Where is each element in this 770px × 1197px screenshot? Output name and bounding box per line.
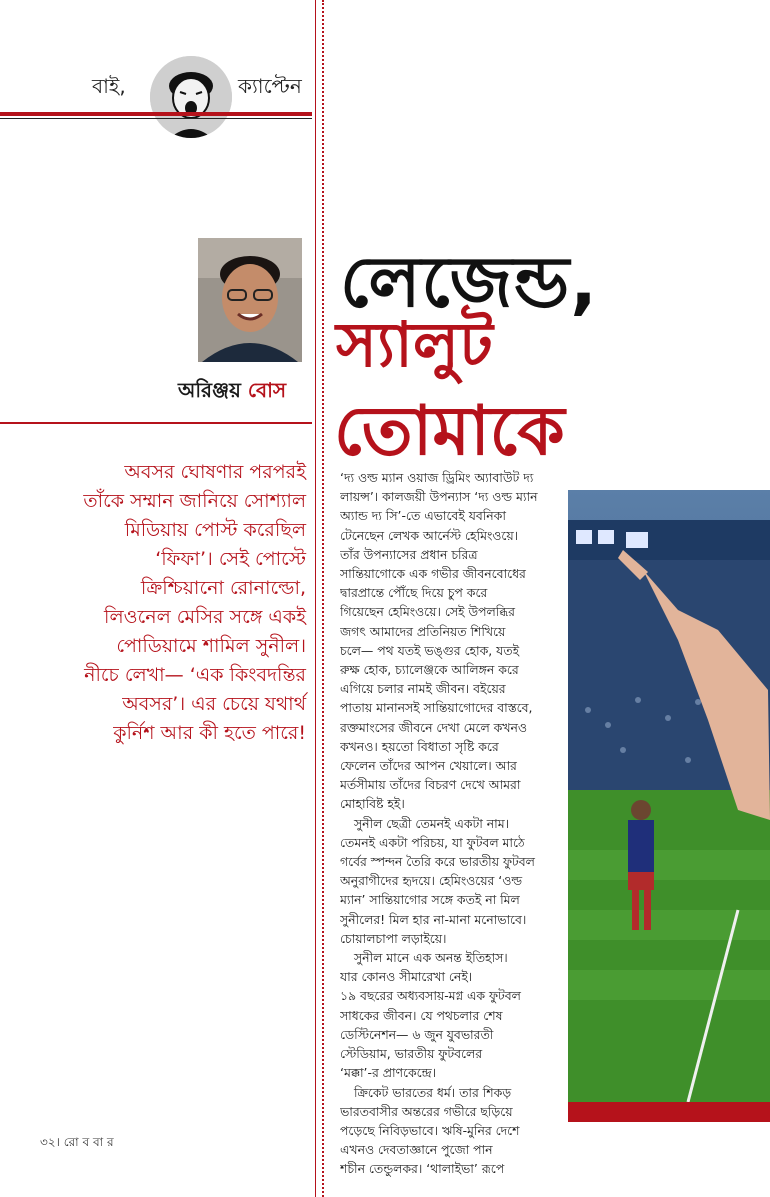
headline-line-3: তোমাকে [334,392,565,471]
body-line: সুনীলের! মিল হার না-মানা মনোভাবে। [340,911,527,927]
pull-quote-line: ক্রিশ্চিয়ানো রোনাল্ডো, [140,577,306,599]
body-line: এখনও দেবতাজ্ঞানে পুজো পান [340,1142,493,1158]
body-line: ১৯ বছরের অধ্যবসায়-মগ্ন এক ফুটবল [340,988,521,1004]
article-body [340,468,562,1179]
body-line: মোহাবিষ্ট হই। [340,796,405,812]
body-line: চোয়ালচাপা লড়াইয়ে। [340,930,447,946]
body-line: যার কোনও সীমারেখা নেই। [340,969,473,985]
body-line: এগিয়ে চলার নামই জীবন। বইয়ের [340,681,506,697]
pull-quote-line: কুর্নিশ আর কী হতে পারে! [113,722,306,744]
column-divider [315,0,316,1197]
body-line: স্টেডিয়াম, ভারতীয় ফুটবলের [340,1046,483,1062]
body-line: মর্তসীমায় তাঁদের বিচরণ দেখে আমরা [340,777,521,793]
body-line: অনুরাগীদের হৃদয়ে। হেমিংওয়ের ‘ওল্ড [340,873,523,889]
body-line: গর্বের স্পন্দন তৈরি করে ভারতীয় ফুটবল [340,854,535,870]
body-line: সান্তিয়াগোকে এক গভীর জীবনবোধের [340,566,526,582]
body-line: ক্রিকেট ভারতের ধর্ম। তার শিকড় [354,1084,512,1100]
headline-line-2: স্যালুট [336,308,493,381]
pull-quote-line: মিডিয়ায় পোস্ট করেছিল [124,519,306,541]
body-line: ফেলেন তাঁদের আপন খেয়ালে। আর [340,758,517,774]
page-folio: ৩২। রো ব বা র [40,1135,114,1149]
body-line: সাধকের জীবন। যে পথচলার শেষ [340,1007,503,1023]
body-line: দ্বারপ্রান্তে পৌঁছে দিয়ে চুপ করে [340,585,488,601]
body-line: রক্তমাংসের জীবনে দেখা মেলে কখনও [340,719,527,735]
header-rule [0,112,312,116]
body-line: তেমনই একটা পরিচয়, যা ফুটবল মাঠে [340,834,525,850]
column-title-right: ক্যাপ্টেন [238,74,302,98]
pull-quote-line: অবসর ঘোষণার পরপরই [124,461,306,483]
body-line: কখনও। হয়তো বিধাতা সৃষ্টি করে [340,738,499,754]
pull-quote-line: অবসর’। এর চেয়ে যথার্থ [122,693,306,715]
pull-quote [24,458,306,748]
body-line: টেনেছেন লেখক আর্নেস্ট হেমিংওয়ে। [340,527,519,543]
column-divider-dotted [322,0,324,1197]
body-line: জগৎ আমাদের প্রতিনিয়ত শিখিয়ে [340,623,506,639]
pull-quote-line: ‘ফিফা’। সেই পোস্টে [155,548,306,570]
body-line: সুনীল ছেত্রী তেমনই একটা নাম। [354,815,510,831]
pull-quote-line: নীচে লেখা— ‘এক কিংবদন্তির [84,664,306,686]
body-line: চলে— পথ যতই ভঙ্গুর হোক, যতই [340,642,520,658]
column-title-left: বাই, [92,74,126,98]
author-first-name: অরিঞ্জয় [178,378,241,402]
body-line: ভারতবাসীর অন্তরের গভীরে ছড়িয়ে [340,1103,513,1119]
body-line: পড়েছে নিবিড়ভাবে। ঋষি-মুনির দেশে [340,1122,520,1138]
body-line: শচীন তেন্ডুলকর। ‘থালাইভা’ রূপে [340,1161,505,1177]
pull-quote-line: পোডিয়ামে শামিল সুনীল। [116,635,306,657]
header-rule-thin [0,118,312,119]
stadium-photo [568,490,770,1102]
body-line: তাঁর উপন্যাসের প্রধান চরিত্র [340,546,478,562]
body-line: ‘দ্য ওল্ড ম্যান ওয়াজ ড্রিমিং অ্যাবাউট দ্য [340,470,534,485]
body-line: ডেস্টিনেশন— ৬ জুন যুবভারতী [340,1026,494,1042]
body-line: ম্যান’ সান্তিয়াগোর সঙ্গে কতই না মিল [340,892,520,908]
body-line: ‘মক্কা’-র প্রাণকেন্দ্রে। [340,1065,437,1081]
author-photo [198,238,302,362]
author-last-name: বোস [247,378,287,402]
caricature-avatar [150,56,232,138]
author-rule [0,422,312,424]
headline-line-1: লেজেন্ড, [340,241,598,323]
body-line: সুনীল মানে এক অনন্ত ইতিহাস। [354,950,508,966]
body-line: লায়ন্স’। কালজয়ী উপন্যাস ‘দ্য ওল্ড ম্যান [340,489,538,505]
body-line: রুক্ষ হোক, চ্যালেঞ্জকে আলিঙ্গন করে [340,662,519,678]
photo-bottom-bar [568,1102,770,1122]
pull-quote-line: লিওনেল মেসির সঙ্গে একই [104,606,306,628]
body-line: অ্যান্ড দ্য সি’-তে এভাবেই যবনিকা [340,508,506,524]
body-line: পাতায় মানানসই সান্তিয়াগোদের বাস্তবে, [340,700,533,716]
pull-quote-line: তাঁকে সম্মান জানিয়ে সোশ্যাল [83,490,306,512]
author-name [178,376,286,409]
body-line: গিয়েছেন হেমিংওয়ে। সেই উপলব্ধির [340,604,515,620]
